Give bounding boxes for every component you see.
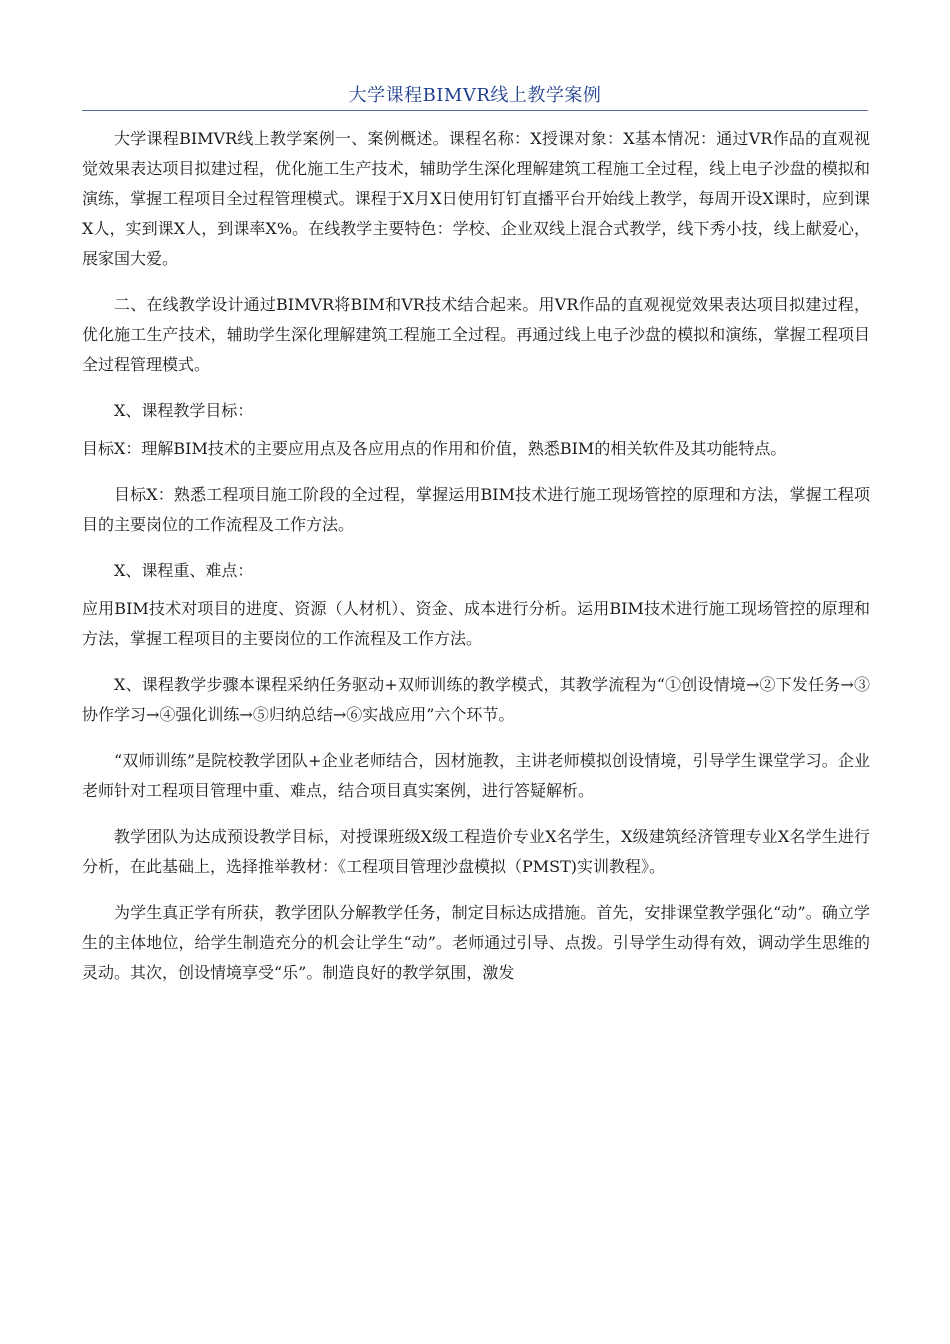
heading-key-difficulties: X、课程重、难点：	[114, 561, 254, 580]
paragraph-goal-2: 目标X：熟悉工程项目施工阶段的全过程，掌握运用BIM技术进行施工现场管控的原理和方法，掌握工程项目的主要岗位的工作流程及工作方法。	[82, 485, 870, 534]
paragraph-dual-teacher: “双师训练”是院校教学团队+企业老师结合，因材施教，主讲老师模拟创设情境，引导学生课堂学习。企业老师针对工程项目管理中重、难点，结合项目真实案例，进行答疑解析。	[82, 751, 870, 800]
paragraph-online-design: 二、在线教学设计通过BIMVR将BIM和VR技术结合起来。用VR作品的直观视觉效果表达项目拟建过程，优化施工生产技术，辅助学生深化理解建筑工程施工全过程。再通过线上电子沙盘的模拟和演练，掌握工程项目全过程管理模式。	[82, 295, 870, 374]
document-body	[82, 124, 870, 988]
document-title: 大学课程BIMVR线上教学案例	[348, 85, 602, 106]
paragraph-overview: 大学课程BIMVR线上教学案例一、案例概述。课程名称：X授课对象：X基本情况：通过VR作品的直观视觉效果表达项目拟建过程，优化施工生产技术，辅助学生深化理解建筑工程施工全过程，线上电子沙盘的模拟和演练，掌握工程项目全过程管理模式。课程于X月X日使用钉钉直播平台开始线上教学，每周开设X课时，应到课X人，实到课X人，到课率X%。在线教学主要特色：学校、企业双线上混合式教学，线下秀小技，线上献爱心，展家国大爱。	[82, 129, 870, 268]
paragraph-teaching-steps: X、课程教学步骤本课程采纳任务驱动+双师训练的教学模式，其教学流程为“①创设情境→②下发任务→③协作学习→④强化训练→⑤归纳总结→⑥实战应用”六个环节。	[82, 675, 870, 724]
paragraph-goal-1: 目标X：理解BIM技术的主要应用点及各应用点的作用和价值，熟悉BIM的相关软件及其功能特点。	[82, 439, 787, 458]
paragraph-task-breakdown: 为学生真正学有所获，教学团队分解教学任务，制定目标达成措施。首先，安排课堂教学强化“动”。确立学生的主体地位，给学生制造充分的机会让学生“动”。老师通过引导、点拨。引导学生动得有效，调动学生思维的灵动。其次，创设情境享受“乐”。制造良好的教学氛围，激发	[82, 903, 870, 982]
heading-teaching-goals: X、课程教学目标：	[114, 401, 254, 420]
paragraph-team-analysis: 教学团队为达成预设教学目标，对授课班级X级工程造价专业X名学生，X级建筑经济管理专业X名学生进行分析，在此基础上，选择推举教材：《工程项目管理沙盘模拟（PMST)实训教程》。	[82, 827, 870, 876]
title-divider	[82, 110, 868, 111]
paragraph-key-difficulties: 应用BIM技术对项目的进度、资源（人材机）、资金、成本进行分析。运用BIM技术进行施工现场管控的原理和方法，掌握工程项目的主要岗位的工作流程及工作方法。	[82, 599, 870, 648]
